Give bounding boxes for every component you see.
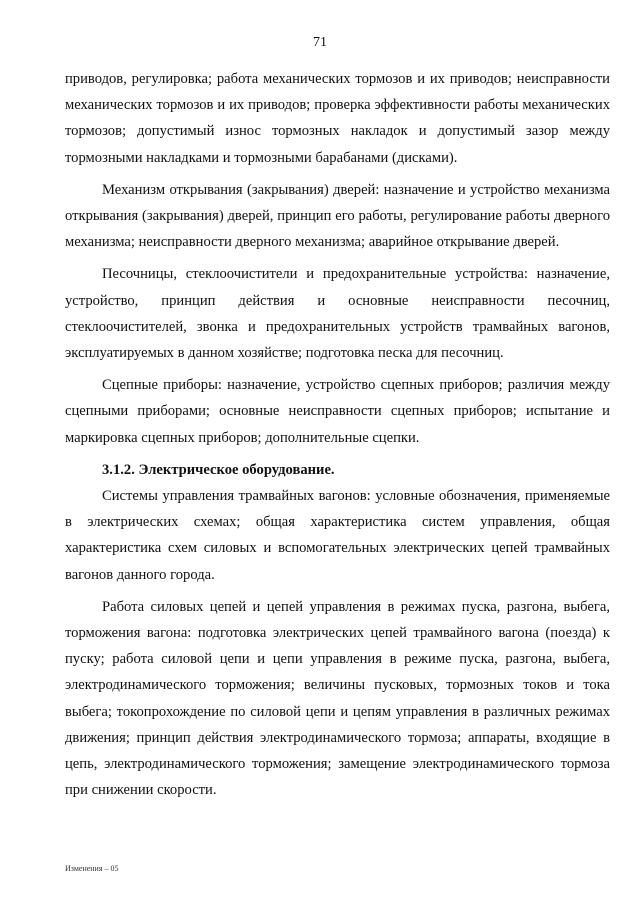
footer-revision-note: Изменения – 05	[65, 864, 119, 873]
paragraph-sandboxes-wipers: Песочницы, стеклоочистители и предохранительные устройства: назначение, устройство, принцип действия и основные неисправности песочниц, стеклоочистителей, звонка и предохранительных устройств трамвайных вагонов, эксплуатируемых в данном хозяйстве; подготовка песка для песочниц.	[65, 266, 610, 362]
paragraph-power-circuits: Работа силовых цепей и цепей управления в режимах пуска, разгона, выбега, торможения вагона: подготовка электрических цепей трамвайного вагона (поезда) к пуску; работа силовой цепи и цепи управления в режиме пуска, разгона, выбега, электродинамического торможения; величины пусковых, тормозных токов и тока выбега; токопрохождение по силовой цепи и цепям управления в различных режимах движения; принцип действия электродинамического тормоза; аппараты, входящие в цепь, электродинамического торможения; замещение электродинамического тормоза при снижении скорости.	[65, 598, 610, 799]
paragraph-mechanical-brakes: приводов, регулировка; работа механических тормозов и их приводов; неисправности механических тормозов и их приводов; проверка эффективности работы механических тормозов; допустимый износ тормозных накладок и допустимый зазор между тормозными накладками и тормозными барабанами (дисками).	[65, 71, 610, 166]
paragraph-door-mechanism: Механизм открывания (закрывания) дверей: назначение и устройство механизма открывания (закрывания) дверей, принцип его работы, регулирование работы дверного механизма; неисправности дверного механизма; аварийное открывание дверей.	[65, 181, 610, 251]
paragraph-control-systems: Системы управления трамвайных вагонов: условные обозначения, применяемые в электрических схемах; общая характеристика систем управления, общая характеристика схем силовых и вспомогательных электрических цепей трамвайных вагонов данного города.	[65, 488, 610, 583]
section-heading-electrical-equipment: 3.1.2. Электрическое оборудование.	[102, 461, 335, 478]
document-body	[65, 66, 610, 803]
page-number: 71	[313, 35, 327, 50]
paragraph-coupling-devices: Сцепные приборы: назначение, устройство сцепных приборов; различия между сцепными приборами; основные неисправности сцепных приборов; испытание и маркировка сцепных приборов; дополнительные сцепки.	[65, 377, 610, 446]
